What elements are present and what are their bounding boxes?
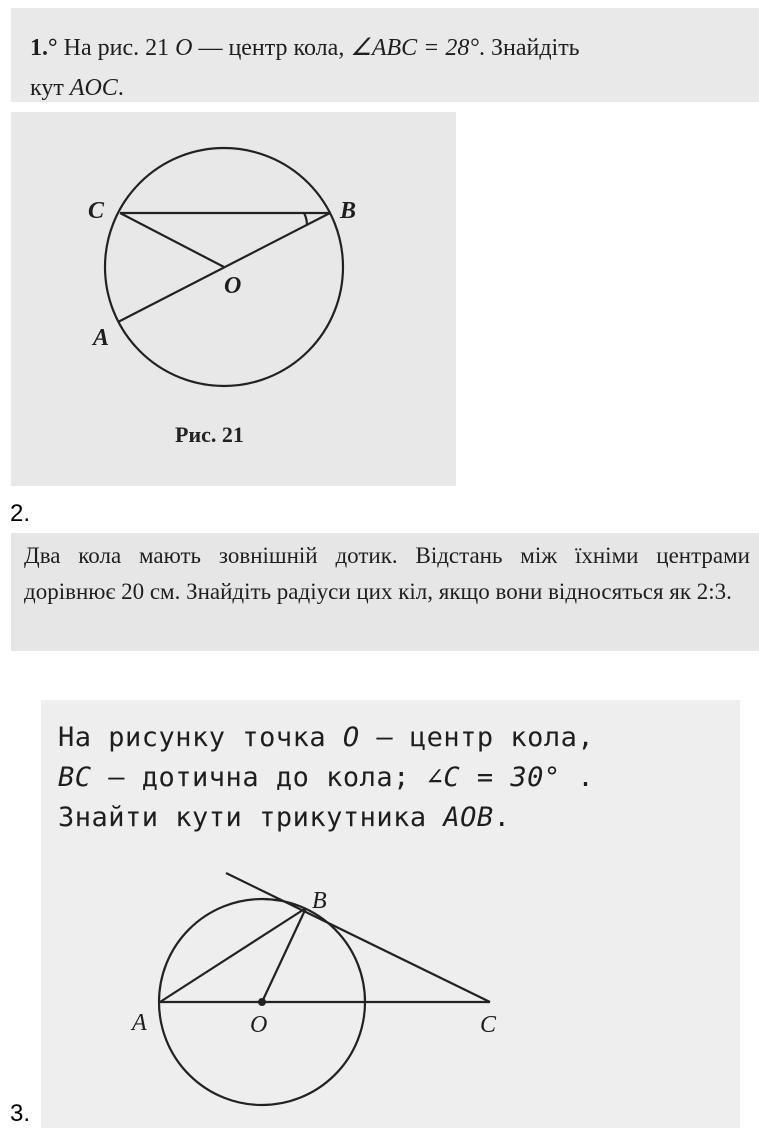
fig1-label-a: A — [93, 325, 110, 351]
problem2-text: Два кола мають зовнішній дотик. Відстань між їхніми центрами дорівнює 20 см. Знайдіть радіуси цих кіл, якщо вони відносяться як 2:3. — [24, 543, 750, 604]
problem1-line2-prefix: кут — [30, 75, 70, 101]
fig1-radius-co — [120, 213, 224, 267]
figure-3 — [130, 873, 497, 1105]
fig1-label-o: O — [224, 273, 242, 299]
fig1-label-b: B — [340, 198, 357, 224]
problem1-angle-given: ∠ABC = 28° — [350, 35, 479, 61]
problem3-line2-suffix: . — [560, 762, 595, 793]
problem3-line3-prefix: Знайти кути трикутника — [58, 802, 444, 833]
problem3-center-var: O — [342, 722, 360, 753]
problem1-angle-find: AOC — [69, 75, 118, 101]
problem1-line1-mid: — центр кола, — [192, 35, 351, 61]
fig3-label-c: C — [480, 1012, 497, 1038]
problem3-line1-prefix: На рисунку точка — [58, 722, 343, 753]
problem1-line1-prefix: На рис. 21 — [63, 35, 176, 61]
fig3-tangent-bc — [226, 873, 490, 1002]
fig1-angle-mark-b — [304, 213, 307, 225]
problem3-line1-suffix: — центр кола, — [359, 722, 595, 753]
problem3-line3-suffix: . — [493, 802, 511, 833]
fig1-label-c: C — [88, 198, 105, 224]
fig1-caption: Рис. 21 — [175, 422, 244, 447]
problem3-tangent-var: BC — [58, 762, 92, 793]
problem3-number: 3. — [10, 1100, 31, 1127]
problem1-line2-suffix: . — [117, 75, 124, 101]
problem3-triangle: AOB — [443, 802, 494, 833]
problem1-line1-suffix: . Знайдіть — [478, 35, 580, 61]
problem3-angle-given: ∠C = 30° — [426, 762, 561, 793]
fig3-label-b: B — [312, 888, 327, 914]
problem3-line2-mid: — дотична до кола; — [91, 762, 427, 793]
problem2-number: 2. — [10, 500, 31, 527]
problem1-center-var: O — [175, 35, 193, 61]
figure-21 — [88, 148, 356, 447]
fig3-label-a: A — [132, 1010, 147, 1036]
fig3-center-point — [258, 998, 266, 1006]
fig3-label-o: O — [250, 1012, 268, 1038]
problem1-number: 1.° — [30, 35, 58, 61]
